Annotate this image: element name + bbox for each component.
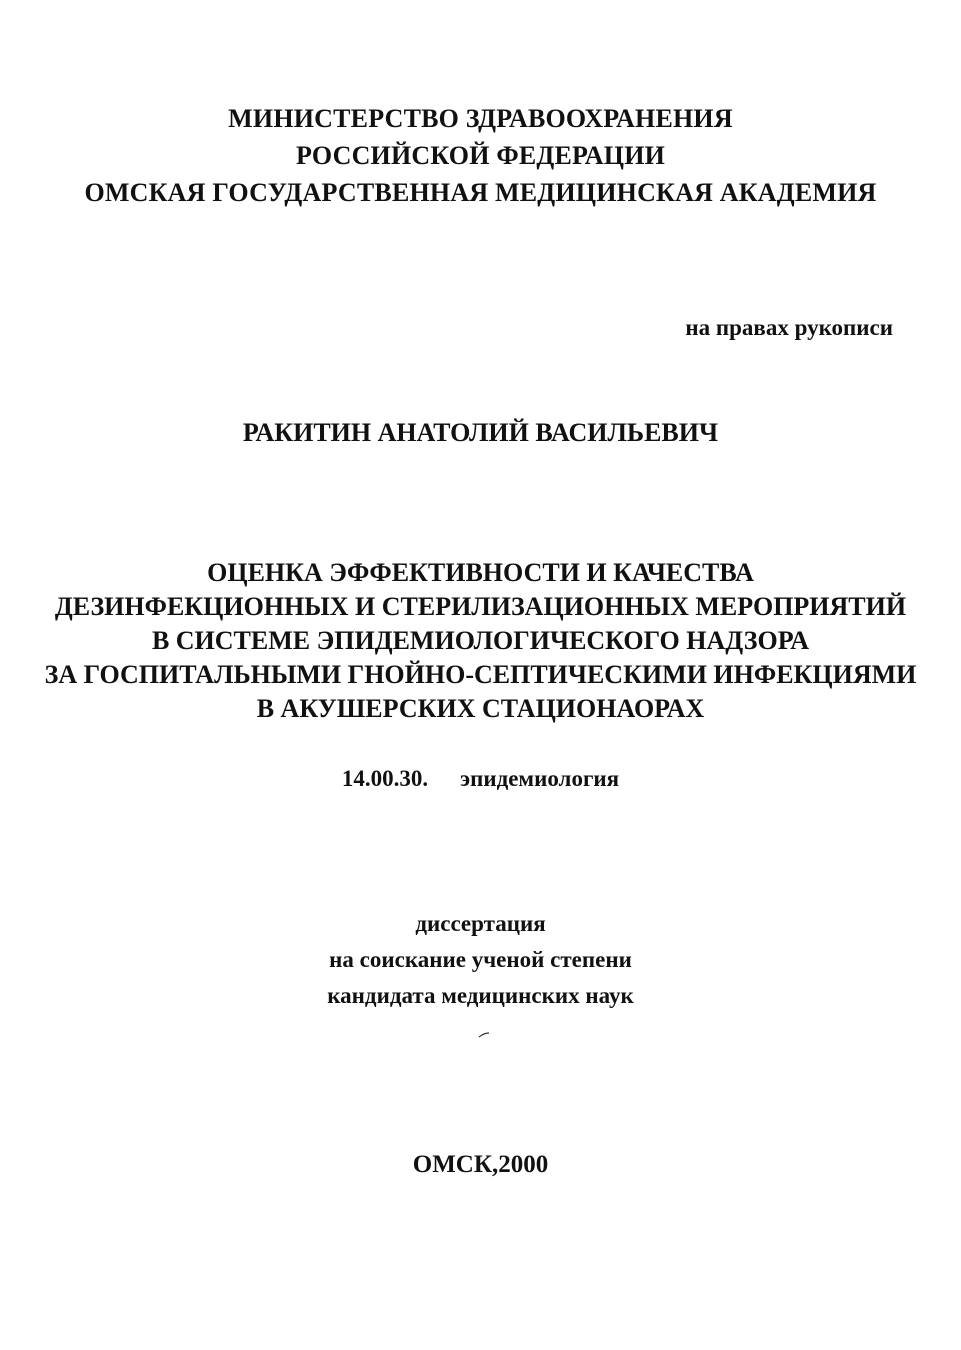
specialty-code: 14.00.30. (341, 766, 429, 791)
pen-mark (478, 1032, 490, 1038)
title-line: ЗА ГОСПИТАЛЬНЫМИ ГНОЙНО-СЕПТИЧЕСКИМИ ИНФЕКЦИЯМИ (44, 660, 917, 689)
degree-line: диссертация (415, 911, 546, 936)
ministry-header-line: ОМСКАЯ ГОСУДАРСТВЕННАЯ МЕДИЦИНСКАЯ АКАДЕМИЯ (84, 178, 877, 207)
title-line: ОЦЕНКА ЭФФЕКТИВНОСТИ И КАЧЕСТВА (207, 558, 754, 587)
ministry-header (0, 100, 961, 211)
degree-line: кандидата медицинских наук (327, 983, 634, 1008)
dissertation-title (0, 556, 961, 726)
city-year: ОМСК,2000 (412, 1151, 549, 1178)
manuscript-note: на правах рукописи (685, 315, 893, 340)
author-name: РАКИТИН АНАТОЛИЙ ВАСИЛЬЕВИЧ (242, 418, 719, 447)
specialty-name: эпидемиология (460, 766, 620, 791)
title-line: В АКУШЕРСКИХ СТАЦИОНАОРАХ (256, 694, 705, 723)
ministry-header-line: РОССИЙСКОЙ ФЕДЕРАЦИИ (295, 141, 666, 170)
specialty (0, 766, 961, 792)
ministry-header-line: МИНИСТЕРСТВО ЗДРАВООХРАНЕНИЯ (228, 104, 733, 133)
dissertation-degree (0, 906, 961, 1014)
title-line: В СИСТЕМЕ ЭПИДЕМИОЛОГИЧЕСКОГО НАДЗОРА (151, 626, 810, 655)
title-line: ДЕЗИНФЕКЦИОННЫХ И СТЕРИЛИЗАЦИОННЫХ МЕРОПРИЯТИЙ (54, 592, 907, 621)
degree-line: на соискание ученой степени (329, 947, 632, 972)
